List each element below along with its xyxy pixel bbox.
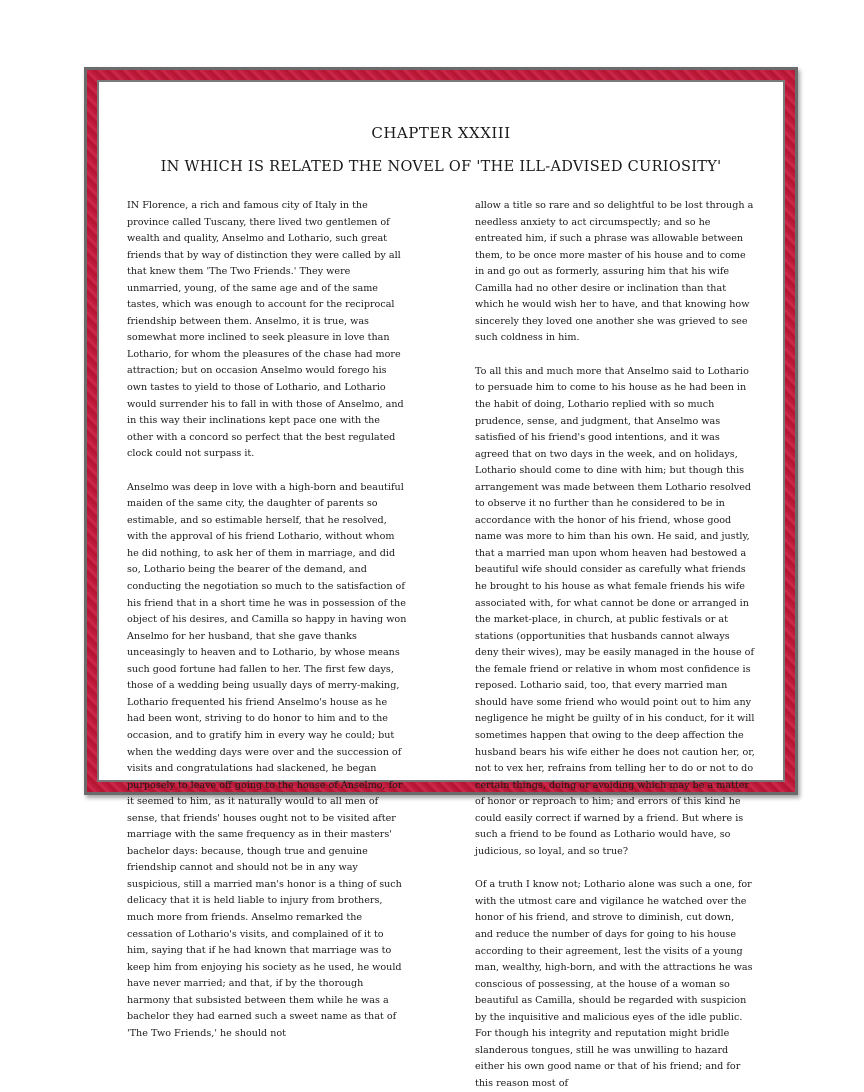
left-column — [127, 198, 407, 1092]
decorative-page-frame — [84, 67, 798, 1089]
book-page — [127, 112, 755, 1089]
right-column — [475, 198, 755, 1092]
page-area — [97, 80, 785, 1089]
chapter-title: IN WHICH IS RELATED THE NOVEL OF 'THE ILL-ADVISED CURIOSITY' — [160, 159, 722, 175]
paragraph: Anselmo was deep in love with a high-born and beautiful maiden of the same city, the daughter of parents so estimable, and so estimable herself, that he resolved, with the approval of his friend Lothario, without whom he did nothing, to ask her of them in marriage, and did so, Lothario being the bearer of the demand, and conducting the negotiation so much to the satisfaction of his friend that in a short time he was in possession of the object of his desires, and Camilla so happy in having won Anselmo for her husband, that she gave thanks unceasingly to heaven and to Lothario, by whose means such good fortune had fallen to her. The first few days, those of a wedding being usually days of merry-making, Lothario frequented his friend Anselmo's house as he had been wont, striving to do honor to him and to the occasion, and to gratify him in every way he could; but when the wedding days were over and the succession of visits and congratulations had slackened, he began purposely to leave off going to the house of Anselmo, for it seemed to him, as it naturally would to all men of sense, that friends' houses ought not to be visited after marriage with the same frequency as in their masters' bachelor days: because, though true and genuine friendship cannot and should not be in any way suspicious, still a married man's honor is a thing of such delicacy that it is held liable to injury from brothers, much more from friends. Anselmo remarked the cessation of Lothario's visits, and complained of it to him, saying that if he had known that marriage was to keep him from enjoying his society as he used, he would have never married; and that, if by the thorough harmony that subsisted between them while he was a bachelor they had earned such a sweet name as that of 'The Two Friends,' he should not — [127, 481, 407, 1039]
text-columns — [127, 198, 755, 1092]
chapter-heading: CHAPTER XXXIII — [371, 124, 511, 142]
paragraph: allow a title so rare and so delightful to be lost through a needless anxiety to act circumspectly; and so he entreated him, if such a phrase was allowable between them, to be once more master of his house and to come in and go out as formerly, assuring him that his wife Camilla had no other desire or inclination than that which he would wish her to have, and that knowing how sincerely they loved one another she was grieved to see such coldness in him. — [475, 200, 754, 344]
paragraph: IN Florence, a rich and famous city of Italy in the province called Tuscany, there lived two gentlemen of wealth and quality, Anselmo and Lothario, such great friends that by way of distinction they were called by all that knew them 'The Two Friends.' They were unmarried, young, of the same age and of the same tastes, which was enough to account for the reciprocal friendship between them. Anselmo, it is true, was somewhat more inclined to seek pleasure in love than Lothario, for whom the pleasures of the chase had more attraction; but on occasion Anselmo would forego his own tastes to yield to those of Lothario, and Lothario would surrender his to fall in with those of Anselmo, and in this way their inclinations kept pace one with the other with a concord so perfect that the best regulated clock could not surpass it. — [127, 200, 404, 460]
paragraph: Of a truth I know not; Lothario alone was such a one, for with the utmost care and vigilance he watched over the honor of his friend, and strove to diminish, cut down, and reduce the number of days for going to his house according to their agreement, lest the visits of a young man, wealthy, high-born, and with the attractions he was conscious of possessing, at the house of a woman so beautiful as Camilla, should be regarded with suspicion by the inquisitive and malicious eyes of the idle public. For though his integrity and reputation might bridle slanderous tongues, still he was unwilling to hazard either his own good name or that of his friend; and for this reason most of — [475, 879, 753, 1089]
paragraph: To all this and much more that Anselmo said to Lothario to persuade him to come to his house as he had been in the habit of doing, Lothario replied with so much prudence, sense, and judgment, that Anselmo was satisfied of his friend's good intentions, and it was agreed that on two days in the week, and on holidays, Lothario should come to dine with him; but though this arrangement was made between them Lothario resolved to observe it no further than he considered to be in accordance with the honor of his friend, whose good name was more to him than his own. He said, and justly, that a married man upon whom heaven had bestowed a beautiful wife should consider as carefully what friends he brought to his house as what female friends his wife associated with, for what cannot be done or arranged in the market-place, in church, at public festivals or at stations (opportunities that husbands cannot always deny their wives), may be easily managed in the house of the female friend or relative in whom most confidence is reposed. Lothario said, too, that every married man should have some friend who would point out to him any negligence he might be guilty of in his conduct, for it will sometimes happen that owing to the deep affection the husband bears his wife either he does not caution her, or, not to vex her, refrains from telling her to do or not to do certain things, doing or avoiding which may be a matter of honor or reproach to him; and errors of this kind he could easily correct if warned by a friend. But where is such a friend to be found as Lothario would have, so judicious, so loyal, and so true? — [475, 365, 755, 857]
